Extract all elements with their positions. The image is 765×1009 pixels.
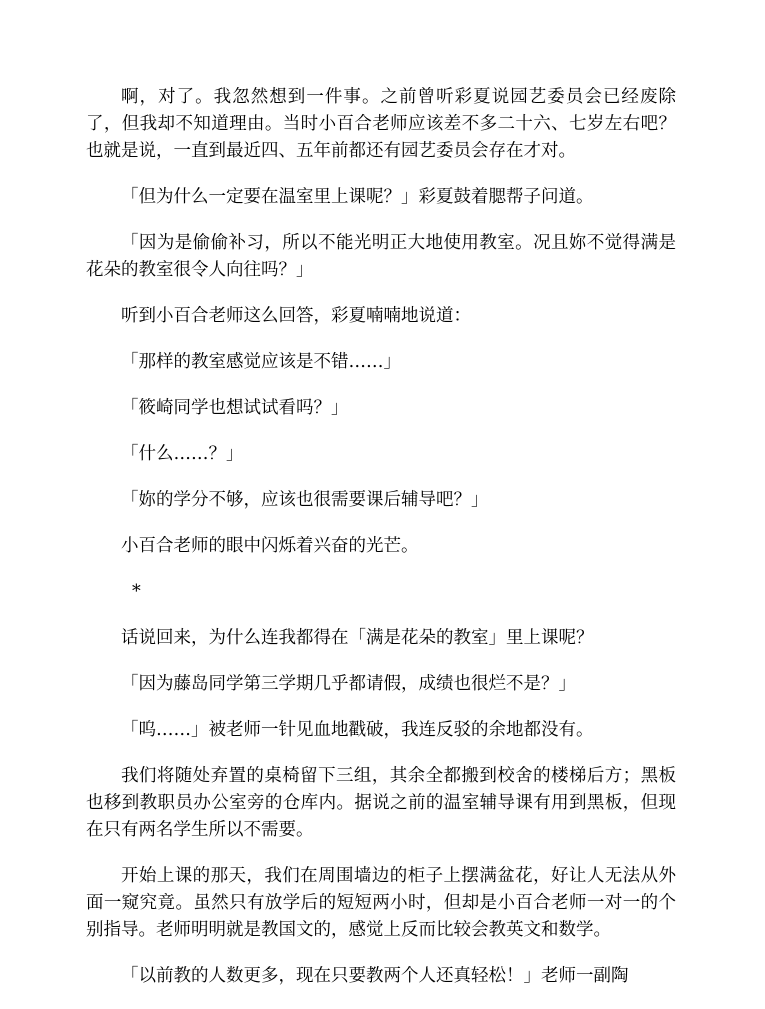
paragraph-garden-committee: 啊，对了。我忽然想到一件事。之前曾听彩夏说园艺委员会已经废除了，但我却不知道理由。当时小百合老师应该差不多二十六、七岁左右吧？也就是说，一直到最近四、五年前都还有园艺委员会存在才对。 (86, 87, 676, 161)
paragraph-no-rebuttal: 「呜……」被老师一针见血地戳破，我连反驳的余地都没有。 (121, 720, 594, 740)
paragraph-shinozaki-try: 「筱崎同学也想试试看吗？」 (121, 398, 349, 418)
book-page (86, 84, 676, 1009)
paragraph-moving-desks: 我们将随处弃置的桌椅留下三组，其余全都搬到校舍的楼梯后方；黑板也移到教职员办公室旁的仓库内。据说之前的温室辅导课有用到黑板，但现在只有两名学生所以不需要。 (86, 766, 676, 840)
paragraph-why-me: 话说回来，为什么连我都得在「满是花朵的教室」里上课呢？ (121, 628, 594, 648)
scene-separator: * (132, 582, 141, 602)
paragraph-first-class: 开始上课的那天，我们在周围墙边的柜子上摆满盆花，好让人无法从外面一窥究竟。虽然只有放学后的短短两小时，但却是小百合老师一对一的个别指导。老师明明就是教国文的，感觉上反而比较会教英文和数学。 (86, 866, 676, 940)
paragraph-ayaka-murmurs: 听到小百合老师这么回答，彩夏喃喃地说道： (121, 306, 471, 326)
paragraph-teacher-relaxed: 「以前教的人数更多，现在只要教两个人还真轻松！」老师一副陶 (121, 966, 629, 986)
paragraph-fujishima-absent: 「因为藤岛同学第三学期几乎都请假，成绩也很烂不是？」 (121, 674, 576, 694)
paragraph-secret-tutoring: 「因为是偷偷补习，所以不能光明正大地使用教室。况且妳不觉得满是花朵的教室很令人向往吗？」 (86, 233, 676, 280)
paragraph-classroom-nice: 「那样的教室感觉应该是不错……」 (121, 352, 401, 372)
paragraph-teacher-eyes: 小百合老师的眼中闪烁着兴奋的光芒。 (121, 536, 419, 556)
paragraph-credits: 「妳的学分不够，应该也很需要课后辅导吧？」 (121, 490, 489, 510)
paragraph-why-greenhouse: 「但为什么一定要在温室里上课呢？」彩夏鼓着腮帮子问道。 (121, 187, 594, 207)
paragraph-what: 「什么……？」 (121, 444, 244, 464)
